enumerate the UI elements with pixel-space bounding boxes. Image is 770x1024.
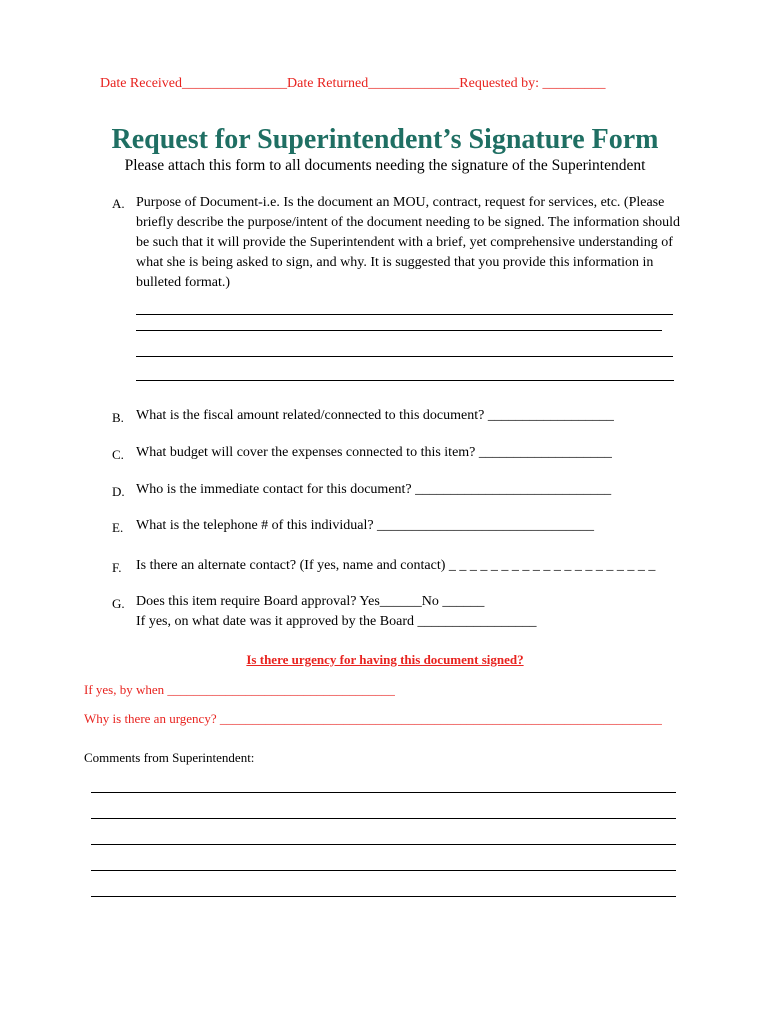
- item-b-text[interactable]: What is the fiscal amount related/connected to this document? __________________: [136, 408, 614, 423]
- item-e-letter: E.: [112, 520, 124, 535]
- item-a-answer-line-1[interactable]: [136, 314, 673, 315]
- item-a-answer-line-4[interactable]: [136, 380, 674, 381]
- page-subtitle: Please attach this form to all documents needing the signature of the Superintendent: [124, 157, 646, 174]
- item-e-text[interactable]: What is the telephone # of this individual? _______________________________: [136, 518, 595, 533]
- item-c-text[interactable]: What budget will cover the expenses connected to this item? ___________________: [136, 445, 612, 460]
- comments-line-3[interactable]: [91, 844, 676, 845]
- urgency-heading: Is there urgency for having this document signed?: [246, 652, 524, 667]
- urgency-by-when-field[interactable]: If yes, by when ___________________________________: [84, 682, 395, 697]
- item-d-text[interactable]: Who is the immediate contact for this document? ____________________________: [136, 482, 612, 497]
- item-f-text[interactable]: Is there an alternate contact? (If yes, name and contact) _ _ _ _ _ _ _ _ _ _ _ _ _ _ _ _ _ _ _ _: [136, 558, 656, 573]
- item-a-letter: A.: [112, 196, 125, 211]
- item-g-text-approval-date[interactable]: If yes, on what date was it approved by the Board _________________: [136, 614, 537, 629]
- item-a-answer-line-3[interactable]: [136, 356, 673, 357]
- comments-line-1[interactable]: [91, 792, 676, 793]
- comments-line-4[interactable]: [91, 870, 676, 871]
- item-c-letter: C.: [112, 447, 124, 462]
- item-b-letter: B.: [112, 410, 124, 425]
- comments-line-2[interactable]: [91, 818, 676, 819]
- date-received-field[interactable]: Date Received_______________: [100, 76, 288, 91]
- page-title: Request for Superintendent’s Signature Form: [111, 124, 659, 155]
- header-line: [100, 76, 605, 92]
- comments-label: Comments from Superintendent:: [84, 750, 255, 765]
- item-g-text-board-approval[interactable]: Does this item require Board approval? Yes______No ______: [136, 594, 485, 609]
- urgency-why-field[interactable]: Why is there an urgency? ____________________________________________________________________: [84, 711, 662, 726]
- item-d-letter: D.: [112, 484, 125, 499]
- item-a-answer-line-2[interactable]: [136, 330, 662, 331]
- item-f-letter: F.: [112, 560, 122, 575]
- item-g-letter: G.: [112, 596, 125, 611]
- comments-line-5[interactable]: [91, 896, 676, 897]
- item-a-text: Purpose of Document-i.e. Is the document an MOU, contract, request for services, etc. (Please briefly describe the purpose/intent of the document needing to be signed. The information should be such that it will provide the Superintendent with a brief, yet comprehensive understanding of what she is being asked to sign, and why. It is suggested that you provide this information in bulleted format.): [136, 195, 681, 290]
- requested-by-field[interactable]: Requested by: _________: [459, 76, 606, 91]
- date-returned-field[interactable]: Date Returned_____________: [287, 76, 460, 91]
